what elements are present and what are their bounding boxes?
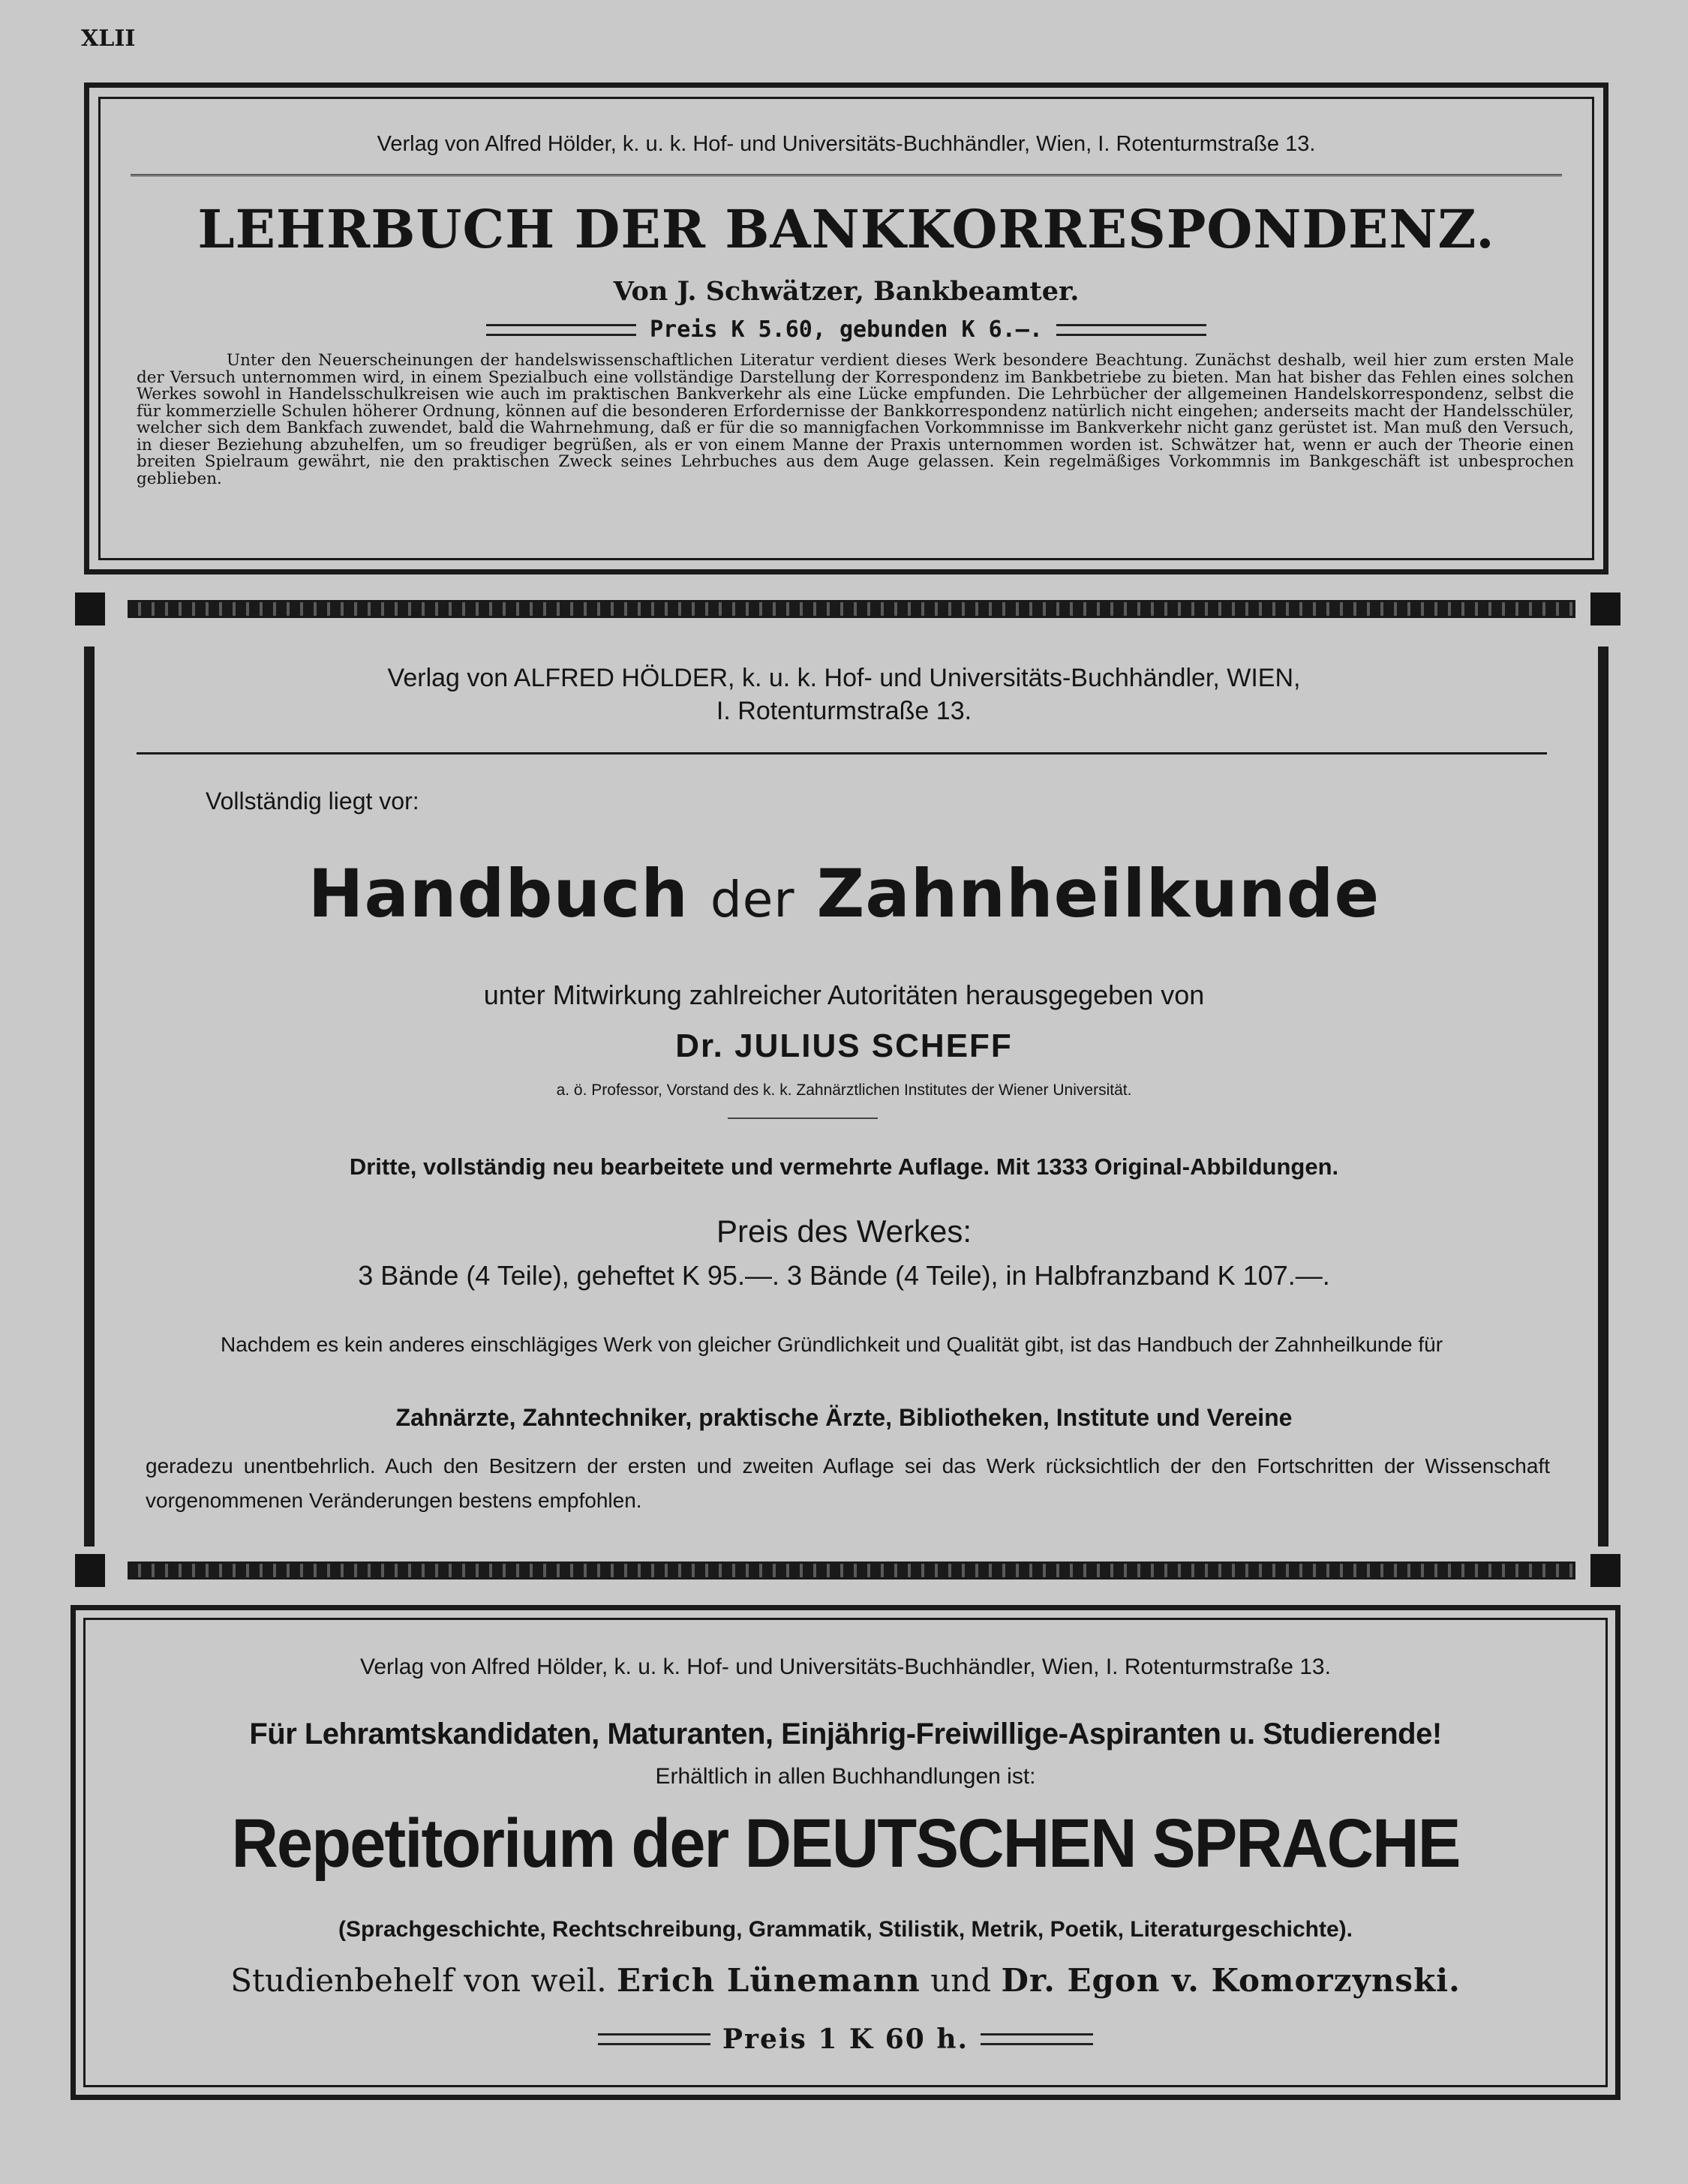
frame-corner: [75, 592, 105, 626]
ad-bankkorrespondenz: [84, 82, 1608, 574]
book-subtitle: unter Mitwirkung zahlreicher Autoritäten herausgegeben von: [483, 980, 1205, 1010]
title-word: Zahnheilkunde: [816, 855, 1380, 932]
ornament-rule: [486, 324, 636, 336]
book-title: LEHRBUCH DER BANKKORRESPONDENZ.: [197, 198, 1495, 260]
frame-corner: [75, 1554, 105, 1587]
price-line: [101, 316, 1592, 343]
book-price: Preis 1 K 60 h.: [722, 2024, 969, 2055]
availability-note: Vollständig liegt vor:: [206, 788, 419, 814]
book-topics: (Sprachgeschichte, Rechtschreibung, Grammatik, Stilistik, Metrik, Poetik, Literaturgeschichte).: [338, 1917, 1353, 1942]
edition-note: Dritte, vollständig neu bearbeitete und vermehrte Auflage. Mit 1333 Original-Abbildungen.: [349, 1154, 1339, 1180]
description-paragraph: geradezu unentbehrlich. Auch den Besitzern der ersten und zweiten Auflage sei das Werk rücksichtlich der den Fortschritten der Wissenschaft vorgenommenen Veränderungen bestens empfohlen.: [146, 1454, 1550, 1512]
ad-repetitorium: [71, 1605, 1620, 2100]
price-detail: 3 Bände (4 Teile), geheftet K 95.—. 3 Bände (4 Teile), in Halbfranzband K 107.—.: [358, 1260, 1330, 1291]
target-audience: Für Lehramtskandidaten, Maturanten, Einjährig-Freiwillige-Aspiranten u. Studierende!: [249, 1718, 1442, 1750]
book-price: Preis K 5.60, gebunden K 6.—.: [650, 316, 1043, 343]
price-heading: Preis des Werkes:: [716, 1214, 972, 1249]
publisher-line: Verlag von Alfred Hölder, k. u. k. Hof- und Universitäts-Buchhändler, Wien, I. Rotenturmstraße 13.: [360, 1654, 1331, 1679]
chain-border-top: [128, 600, 1575, 618]
publisher-line: Verlag von Alfred Hölder, k. u. k. Hof- und Universitäts-Buchhändler, Wien, I. Rotenturmstraße 13.: [377, 132, 1316, 156]
divider-short: [728, 1118, 878, 1119]
book-description: Unter den Neuerscheinungen der handelswissenschaftlichen Literatur verdient dieses Werk besondere Beachtung. Zunächst deshalb, weil hier zum ersten Male der Versuch unternommen wird, in einem Spezialbuch eine vollständige Darstellung der Korrespondenz im Bankbetriebe zu bieten. Man hat bisher das Fehlen eines solchen Werkes sowohl in Handelsschulkreisen wie auch im praktischen Bankverkehr als eine Lücke empfunden. Die Lehrbücher der allgemeinen Handelskorrespondenz, selbst die für kommerzielle Schulen höherer Ordnung, können auf die besonderen Erfordernisse der Bankkorrespondenz natürlich nicht eingehen; anderseits macht der Handelsschüler, welcher sich dem Bankfach zuwendet, bald die Wahrnehmung, daß er für die so mannigfachen Vorkommnisse im Bankverkehr nicht ganz gerüstet ist. Man muß den Versuch, in dieser Beziehung abzuhelfen, um so freudiger begrüßen, als er von einem Manne der Praxis unternommen worden ist. Schwätzer hat, wenn er auch der Theorie einen breiten Spielraum gewährt, nie den praktischen Zweck seines Lehrbuches aus dem Auge gelassen. Kein regelmäßiges Vorkommnis im Bankgeschäft ist unbesprochen geblieben.: [137, 351, 1574, 488]
page-number: XLII: [81, 26, 136, 52]
book-authors: [86, 1962, 1605, 1999]
authors-conjunction: und: [930, 1962, 992, 1999]
book-editor: Dr. JULIUS SCHEFF: [675, 1028, 1013, 1064]
editor-role: a. ö. Professor, Vorstand des k. k. Zahnärztlichen Institutes der Wiener Universität.: [556, 1082, 1132, 1099]
publisher-address: I. Rotenturmstraße 13.: [716, 697, 972, 725]
ornament-rule: [598, 2033, 710, 2045]
frame-corner: [1590, 592, 1620, 626]
book-title: Repetitorium der DEUTSCHEN SPRACHE: [231, 1805, 1460, 1882]
target-audience: Zahnärzte, Zahntechniker, praktische Ärzte, Bibliotheken, Institute und Vereine: [395, 1404, 1293, 1431]
publisher-line: Verlag von ALFRED HÖLDER, k. u. k. Hof- und Universitäts-Buchhändler, WIEN,: [387, 664, 1301, 692]
book-author: Von J. Schwätzer, Bankbeamter.: [613, 276, 1080, 307]
divider: [131, 174, 1562, 179]
title-word: Handbuch: [308, 855, 689, 932]
ad-inner-frame: [83, 1618, 1608, 2087]
authors-prefix: Studienbehelf von weil.: [230, 1962, 607, 1999]
chain-border-bottom: [128, 1562, 1575, 1580]
ornament-rule: [981, 2033, 1093, 2045]
book-title: [0, 855, 1688, 932]
divider: [137, 752, 1547, 754]
price-line: [86, 2024, 1605, 2055]
author-name: Erich Lünemann: [616, 1962, 921, 1999]
frame-corner: [1590, 1554, 1620, 1587]
availability-note: Erhältlich in allen Buchhandlungen ist:: [655, 1764, 1036, 1789]
author-name: Dr. Egon v. Komorzynski.: [1001, 1962, 1461, 1999]
description-paragraph: Nachdem es kein anderes einschlägiges Werk von gleicher Gründlichkeit und Qualität gibt, ist das Handbuch der Zahnheilkunde für: [221, 1333, 1443, 1356]
publisher-block: [0, 662, 1688, 728]
title-word: der: [710, 871, 795, 928]
ornament-rule: [1056, 324, 1206, 336]
ad-inner-frame: [98, 97, 1594, 560]
